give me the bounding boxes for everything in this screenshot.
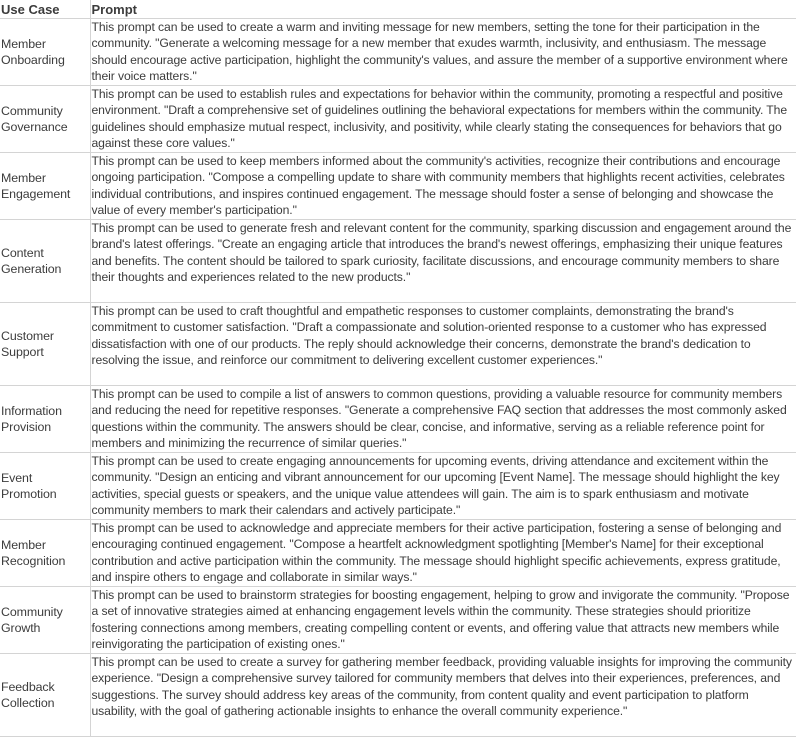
table-row xyxy=(0,19,796,86)
prompt-cell: This prompt can be used to establish rules and expectations for behavior within the community, promoting a respectful and positive environment. "Draft a comprehensive set of guidelines outlining the behavioral expectations for members within the community. The guidelines should emphasize mutual respect, inclusivity, and positivity, while clearly stating the consequences for behaviors that go against these core values." xyxy=(90,86,796,153)
prompt-cell: This prompt can be used to craft thoughtful and empathetic responses to customer complaints, demonstrating the brand's commitment to customer satisfaction. "Draft a compassionate and solution-oriented response to a customer who has expressed dissatisfaction with one of our products. The reply should acknowledge their concerns, demonstrate the brand's dedication to resolving the issue, and reinforce our commitment to delivering excellent customer experiences." xyxy=(90,303,796,386)
table-row xyxy=(0,386,796,453)
prompt-cell: This prompt can be used to create a survey for gathering member feedback, providing valuable insights for improving the community experience. "Design a comprehensive survey tailored for community members that delves into their experiences, preferences, and suggestions. The survey should address key areas of the community, from content quality and event participation to platform usability, with the goal of gathering actionable insights to enhance the overall community experience." xyxy=(90,654,796,737)
table-row xyxy=(0,220,796,303)
use-case-cell: Community Governance xyxy=(0,86,90,153)
table-row xyxy=(0,86,796,153)
use-case-cell: Content Generation xyxy=(0,220,90,303)
use-case-cell: Feedback Collection xyxy=(0,654,90,737)
table-header-row xyxy=(0,0,796,19)
use-case-cell: Customer Support xyxy=(0,303,90,386)
column-header-prompt: Prompt xyxy=(90,0,796,19)
prompt-cell: This prompt can be used to create a warm and inviting message for new members, setting the tone for their participation in the community. "Generate a welcoming message for a new member that exudes warmth, inclusivity, and enthusiasm. The message should encourage active participation, highlight the community's values, and assure the member of a supportive environment where their voice matters." xyxy=(90,19,796,86)
prompt-cell: This prompt can be used to acknowledge and appreciate members for their active participation, fostering a sense of belonging and encouraging continued engagement. "Compose a heartfelt acknowledgment spotlighting [Member's Name] for their exceptional contribution and active participation within the community. The message should highlight specific achievements, express gratitude, and inspire others to engage and collaborate in similar ways." xyxy=(90,520,796,587)
prompt-cell: This prompt can be used to keep members informed about the community's activities, recognize their contributions and encourage ongoing participation. "Compose a compelling update to share with community members that highlights recent activities, celebrates individual contributions, and inspires continued engagement. The message should foster a sense of belonging and showcase the value of every member's participation." xyxy=(90,153,796,220)
table-row xyxy=(0,587,796,654)
use-case-cell: Member Onboarding xyxy=(0,19,90,86)
table-row xyxy=(0,520,796,587)
use-case-cell: Event Promotion xyxy=(0,453,90,520)
use-case-cell: Information Provision xyxy=(0,386,90,453)
use-case-cell: Member Engagement xyxy=(0,153,90,220)
use-case-cell: Community Growth xyxy=(0,587,90,654)
column-header-use-case: Use Case xyxy=(0,0,90,19)
prompt-cell: This prompt can be used to create engaging announcements for upcoming events, driving attendance and excitement within the community. "Design an enticing and vibrant announcement for our upcoming [Event Name]. The message should highlight the key activities, special guests or speakers, and the unique value attendees will gain. The aim is to spark enthusiasm and motivate community members to mark their calendars and actively participate." xyxy=(90,453,796,520)
table-row xyxy=(0,453,796,520)
prompt-cell: This prompt can be used to generate fresh and relevant content for the community, sparking discussion and engagement around the brand's latest offerings. "Create an engaging article that introduces the brand's newest offerings, emphasizing their unique features and benefits. The content should be tailored to spark curiosity, facilitate discussions, and encourage community members to share their thoughts and experiences related to the new products." xyxy=(90,220,796,303)
prompt-cell: This prompt can be used to compile a list of answers to common questions, providing a valuable resource for community members and reducing the need for repetitive responses. "Generate a comprehensive FAQ section that addresses the most commonly asked questions within the community. The answers should be clear, concise, and informative, serving as a reliable reference point for members and minimizing the recurrence of similar queries." xyxy=(90,386,796,453)
use-case-cell: Member Recognition xyxy=(0,520,90,587)
prompt-cell: This prompt can be used to brainstorm strategies for boosting engagement, helping to grow and invigorate the community. "Propose a set of innovative strategies aimed at enhancing engagement levels within the community. These strategies should prioritize fostering connections among members, creating compelling content or events, and offering value that attracts new members while reinvigorating the participation of existing ones." xyxy=(90,587,796,654)
table-row xyxy=(0,303,796,386)
table-row xyxy=(0,654,796,737)
table-row xyxy=(0,153,796,220)
